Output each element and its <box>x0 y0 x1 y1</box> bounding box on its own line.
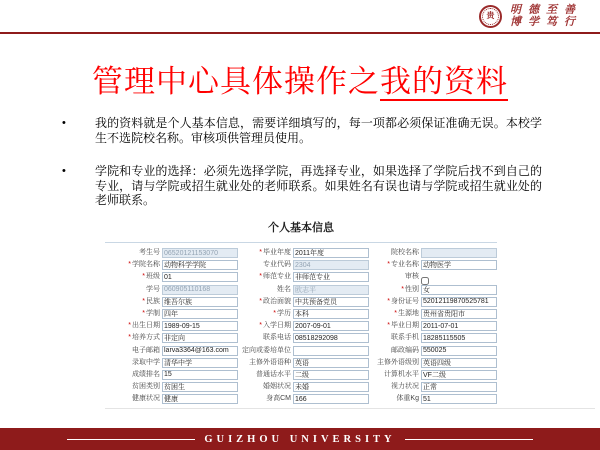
bullet-list <box>60 116 542 227</box>
footer-bar <box>0 428 600 450</box>
field-label: *毕业日期 <box>387 322 419 330</box>
field-cell <box>421 321 497 331</box>
field-label: 身高CM <box>266 395 291 403</box>
seal-inner-mark: 贵 <box>482 8 499 25</box>
field-label: 主修外语语种 <box>249 358 291 366</box>
title-emphasis: 我的资料 <box>380 64 508 99</box>
field-input[interactable] <box>293 297 369 307</box>
field-cell <box>162 394 238 404</box>
field-input[interactable] <box>421 382 497 392</box>
required-asterisk: * <box>259 297 262 305</box>
field-cell <box>421 248 497 258</box>
required-asterisk: * <box>128 334 131 342</box>
field-input[interactable] <box>421 358 497 368</box>
required-asterisk: * <box>387 322 390 330</box>
field-cell <box>162 272 238 282</box>
university-motto <box>510 4 582 28</box>
field-label: 视力状况 <box>391 383 419 391</box>
field-input[interactable] <box>421 333 497 343</box>
field-input[interactable] <box>162 309 238 319</box>
field-label: *师范专业 <box>259 273 291 281</box>
field-label: *出生日期 <box>128 322 160 330</box>
required-asterisk: * <box>401 285 404 293</box>
field-label: *生源地 <box>394 310 419 318</box>
field-label: *毕业年度 <box>259 249 291 257</box>
field-input[interactable] <box>162 370 238 380</box>
form-bottom-divider <box>105 408 595 409</box>
field-input[interactable] <box>293 309 369 319</box>
header-divider <box>0 32 600 34</box>
required-asterisk: * <box>142 297 145 305</box>
field-input[interactable] <box>293 346 369 356</box>
field-label: 姓名 <box>277 285 291 293</box>
field-cell <box>293 370 369 380</box>
field-cell <box>421 333 497 343</box>
field-label: 普通话水平 <box>256 370 291 378</box>
field-input[interactable] <box>293 333 369 343</box>
field-label: 计算机水平 <box>384 370 419 378</box>
field-input <box>162 285 238 295</box>
university-name: GUIZHOU UNIVERSITY <box>204 433 396 445</box>
motto-line-2: 博学笃行 <box>510 16 582 28</box>
field-cell <box>293 260 369 270</box>
field-input[interactable] <box>421 260 497 270</box>
field-cell <box>293 358 369 368</box>
field-cell <box>162 358 238 368</box>
field-cell <box>421 394 497 404</box>
field-cell <box>293 248 369 258</box>
field-input[interactable] <box>293 382 369 392</box>
field-input[interactable] <box>162 346 238 356</box>
field-cell <box>421 346 497 356</box>
footer-rule-left <box>67 439 195 440</box>
field-label: 学号 <box>146 285 160 293</box>
form-divider <box>105 242 497 243</box>
field-label: 院校名称 <box>391 249 419 257</box>
field-label: *学院名称 <box>128 261 160 269</box>
bullet-item: • 我的资料就是个人基本信息，需要详细填写的，每一项都必须保证准确无误。本校学生不选院校名称。审核项供管理员使用。 <box>60 116 542 145</box>
field-cell <box>162 260 238 270</box>
motto-line-1: 明德至善 <box>510 4 582 16</box>
field-input[interactable] <box>421 346 497 356</box>
field-cell <box>162 370 238 380</box>
required-asterisk: * <box>387 261 390 269</box>
university-seal-icon <box>479 5 502 28</box>
field-input[interactable] <box>162 382 238 392</box>
field-label: *政治面貌 <box>259 297 291 305</box>
title-prefix: 管理中心具体操作之 <box>92 64 380 99</box>
field-input <box>162 248 238 258</box>
field-input[interactable] <box>162 260 238 270</box>
field-label: *身份证号 <box>387 297 419 305</box>
field-label: 联系手机 <box>391 334 419 342</box>
required-asterisk: * <box>387 297 390 305</box>
required-asterisk: * <box>273 310 276 318</box>
field-cell <box>293 285 369 295</box>
field-cell <box>293 333 369 343</box>
required-asterisk: * <box>259 322 262 330</box>
field-cell <box>162 248 238 258</box>
field-cell <box>421 297 497 307</box>
field-input <box>293 285 369 295</box>
field-label: 健康状况 <box>132 395 160 403</box>
field-input[interactable] <box>162 358 238 368</box>
field-label: 审核 <box>405 273 419 281</box>
footer-rule-right <box>405 439 533 440</box>
field-input[interactable] <box>421 370 497 380</box>
field-cell <box>421 272 497 282</box>
field-cell <box>293 394 369 404</box>
bullet-item: • 学院和专业的选择：必须先选择学院，再选择专业，如果选择了学院后找不到自己的专业，请与学院或招生就业处的老师联系。如果姓名有误也请与学院或招生就业处的老师联系。 <box>60 164 542 208</box>
required-asterisk: * <box>142 273 145 281</box>
field-input[interactable] <box>162 272 238 282</box>
required-asterisk: * <box>259 273 262 281</box>
field-label: 联系电话 <box>263 334 291 342</box>
field-label: 主修外语级别 <box>377 358 419 366</box>
field-cell <box>162 321 238 331</box>
field-cell <box>421 358 497 368</box>
university-logo <box>479 4 582 28</box>
field-input[interactable] <box>162 394 238 404</box>
field-label: 贫困类别 <box>132 383 160 391</box>
field-label: 邮政编码 <box>391 346 419 354</box>
personal-info-form <box>105 219 497 404</box>
field-input[interactable] <box>162 297 238 307</box>
field-label: *民族 <box>142 297 160 305</box>
field-cell <box>293 382 369 392</box>
field-label: *性别 <box>401 285 419 293</box>
field-label: *学制 <box>142 310 160 318</box>
field-label: *学历 <box>273 310 291 318</box>
required-asterisk: * <box>128 261 131 269</box>
field-input[interactable] <box>421 297 497 307</box>
page-title <box>0 56 600 101</box>
field-input[interactable] <box>421 285 497 295</box>
field-input[interactable] <box>293 272 369 282</box>
required-asterisk: * <box>128 322 131 330</box>
required-asterisk: * <box>142 310 145 318</box>
form-title: 个人基本信息 <box>268 222 334 234</box>
field-cell <box>421 309 497 319</box>
required-asterisk: * <box>259 249 262 257</box>
field-label: *培养方式 <box>128 334 160 342</box>
field-label: 录取中学 <box>132 358 160 366</box>
field-input[interactable] <box>421 309 497 319</box>
field-cell <box>162 382 238 392</box>
field-input[interactable] <box>293 321 369 331</box>
field-cell <box>293 321 369 331</box>
field-input[interactable] <box>421 321 497 331</box>
field-cell <box>293 309 369 319</box>
field-input[interactable] <box>162 333 238 343</box>
field-input[interactable] <box>162 321 238 331</box>
field-label: *班级 <box>142 273 160 281</box>
field-input <box>293 260 369 270</box>
field-label: 婚姻状况 <box>263 383 291 391</box>
field-label: 定向或委培单位 <box>242 346 291 354</box>
field-cell <box>421 260 497 270</box>
field-cell <box>421 382 497 392</box>
field-cell <box>421 285 497 295</box>
field-label: *专业名称 <box>387 261 419 269</box>
field-label: 成绩排名 <box>132 370 160 378</box>
field-input[interactable] <box>293 370 369 380</box>
field-label: *入学日期 <box>259 322 291 330</box>
field-label: 考生号 <box>139 249 160 257</box>
field-cell <box>162 297 238 307</box>
field-cell <box>293 297 369 307</box>
field-input[interactable] <box>293 248 369 258</box>
field-cell <box>162 285 238 295</box>
field-input[interactable] <box>293 394 369 404</box>
field-cell <box>162 346 238 356</box>
field-label: 专业代码 <box>263 261 291 269</box>
field-label: 电子邮箱 <box>132 346 160 354</box>
field-label: 体重Kg <box>396 395 419 403</box>
field-cell <box>421 370 497 380</box>
field-cell <box>162 333 238 343</box>
field-cell <box>293 272 369 282</box>
field-input[interactable] <box>293 358 369 368</box>
form-grid <box>105 248 497 404</box>
field-cell <box>162 309 238 319</box>
required-asterisk: * <box>394 310 397 318</box>
field-input <box>421 248 497 258</box>
field-cell <box>293 346 369 356</box>
field-input[interactable] <box>421 394 497 404</box>
